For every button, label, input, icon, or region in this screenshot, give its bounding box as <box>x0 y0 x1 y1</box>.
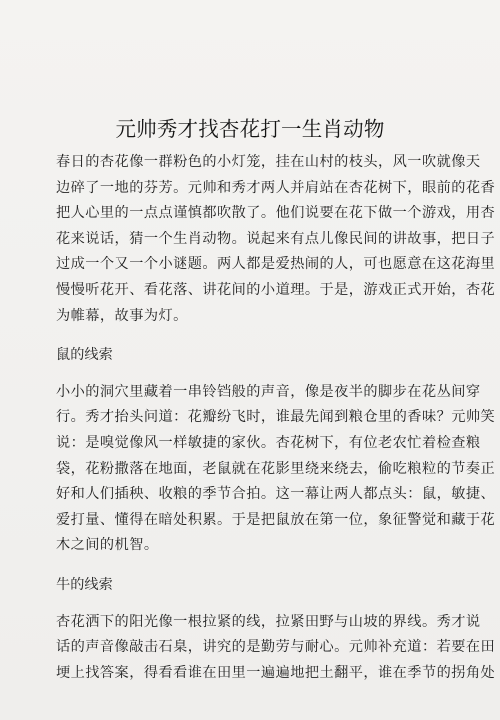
paragraph-line: 爱打量、懂得在暗处积累。于是把鼠放在第一位，象征警觉和藏于花 <box>56 511 496 528</box>
paragraph-line: 说：是嗅觉像风一样敏捷的家伙。杏花树下，有位老农忙着检查粮 <box>56 434 481 451</box>
rat-paragraph <box>56 380 496 559</box>
paragraph-line: 慢慢听花开、看花落、讲花间的小道理。于是，游戏正式开始，杏花 <box>56 281 496 298</box>
paragraph-line: 好和人们插秧、收粮的季节合拍。这一幕让两人都点头：鼠，敏捷、 <box>56 486 496 503</box>
paragraph-line: 把人心里的一点点谨慎都吹散了。他们说要在花下做一个游戏，用杏 <box>56 205 496 222</box>
paragraph-line: 边碎了一地的芬芳。元帅和秀才两人并肩站在杏花树下，眼前的花香 <box>56 179 496 196</box>
section-heading-rat: 鼠的线索 <box>56 347 113 364</box>
paragraph-line: 花来说话，猜一个生肖动物。说起来有点儿像民间的讲故事，把日子 <box>56 230 496 247</box>
paragraph-line: 埂上找答案，得看看谁在田里一遍遍地把土翻平，谁在季节的拐角处 <box>56 664 496 681</box>
paragraph-line: 袋，花粉撒落在地面，老鼠就在花影里绕来绕去，偷吃粮粒的节奏正 <box>56 460 496 477</box>
paragraph-line: 木之间的机智。 <box>56 537 159 554</box>
paragraph-line: 为帷幕，故事为灯。 <box>56 307 188 324</box>
paragraph-line: 过成一个又一个小谜题。两人都是爱热闹的人，可也愿意在这花海里 <box>56 256 496 273</box>
paragraph-line: 小小的洞穴里藏着一串铃铛般的声音，像是夜半的脚步在花丛间穿 <box>56 383 481 400</box>
paragraph-line: 行。秀才抬头问道：花瓣纷飞时，谁最先闻到粮仓里的香味？元帅笑 <box>56 409 496 426</box>
document-body <box>56 150 496 686</box>
paragraph-line: 话的声音像敲击石臬，讲究的是勤劳与耐心。元帅补充道：若要在田 <box>56 639 496 656</box>
ox-paragraph <box>56 610 496 687</box>
intro-paragraph <box>56 150 496 329</box>
paragraph-line: 春日的杏花像一群粉色的小灯笼，挂在山村的枝头，风一吹就像天 <box>56 154 481 170</box>
section-heading-ox: 牛的线索 <box>56 576 113 593</box>
paragraph-line: 杏花洒下的阳光像一根拉紧的线，拉紧田野与山坡的界线。秀才说 <box>56 613 481 630</box>
page-title: 元帅秀才找杏花打一生肖动物 <box>115 117 385 141</box>
